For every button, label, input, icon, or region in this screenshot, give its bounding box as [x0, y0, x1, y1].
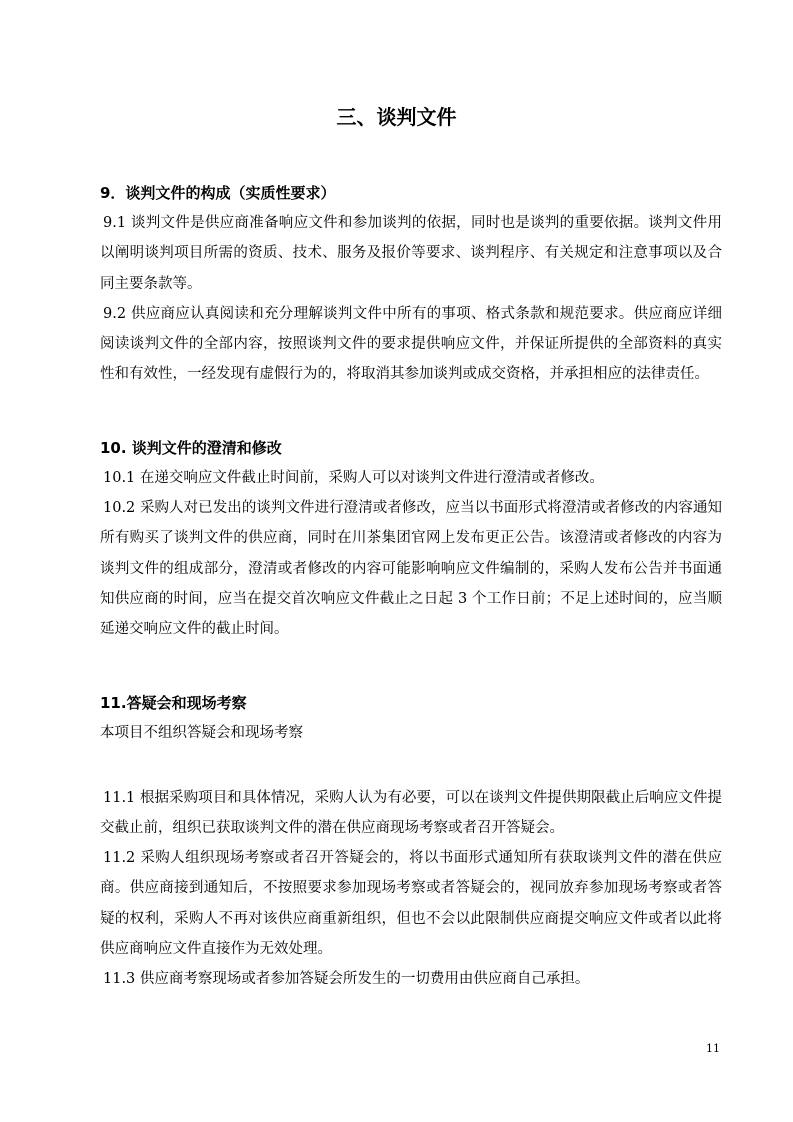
document-body: [100, 178, 722, 995]
section-heading: 10. 谈判文件的澄清和修改: [100, 438, 282, 457]
paragraph-9-1: 9.1 谈判文件是供应商准备响应文件和参加谈判的依据，同时也是谈判的重要依据。谈判文件用以阐明谈判项目所需的资质、技术、服务及报价等要求、谈判程序、有关规定和注意事项以及合同主要条款等。: [100, 215, 722, 292]
paragraph-11-2: 11.2 采购人组织现场考察或者召开答疑会的，将以书面形式通知所有获取谈判文件的潜在供应商。供应商接到通知后，不按照要求参加现场考察或者答疑会的，视同放弃参加现场考察或者答疑的权利，采购人不再对该供应商重新组织，但也不会以此限制供应商提交响应文件或者以此将供应商响应文件直接作为无效处理。: [100, 850, 722, 958]
paragraph-10-1: 10.1 在递交响应文件截止时间前，采购人可以对谈判文件进行澄清或者修改。: [103, 469, 604, 486]
section-spacer: [100, 645, 722, 688]
section-9: [100, 178, 722, 390]
section-spacer: [100, 390, 722, 433]
section-11: [100, 688, 722, 995]
section-spacer: [100, 748, 722, 783]
section-10: [100, 433, 722, 645]
section-note: 本项目不组织答疑会和现场考察: [100, 724, 303, 741]
document-title: 三、谈判文件: [336, 105, 457, 129]
page-number: 11: [706, 1042, 720, 1055]
section-heading: 11.答疑会和现场考察: [100, 693, 247, 712]
paragraph-10-2: 10.2 采购人对已发出的谈判文件进行澄清或者修改，应当以书面形式将澄清或者修改的内容通知所有购买了谈判文件的供应商，同时在川茶集团官网上发布更正公告。该澄清或者修改的内容为谈判文件的组成部分，澄清或者修改的内容可能影响响应文件编制的，采购人发布公告并书面通知供应商的时间，应当在提交首次响应文件截止之日起 3 个工作日前；不足上述时间的，应当顺延递交响应文件的截止时间。: [100, 500, 722, 638]
paragraph-11-3: 11.3 供应商考察现场或者参加答疑会所发生的一切费用由供应商自己承担。: [103, 971, 590, 988]
paragraph-9-2: 9.2 供应商应认真阅读和充分理解谈判文件中所有的事项、格式条款和规范要求。供应商应详细阅读谈判文件的全部内容，按照谈判文件的要求提供响应文件，并保证所提供的全部资料的真实性和有效性，一经发现有虚假行为的，将取消其参加谈判或成交资格，并承担相应的法律责任。: [100, 305, 722, 383]
paragraph-11-1: 11.1 根据采购项目和具体情况，采购人认为有必要，可以在谈判文件提供期限截止后响应文件提交截止前，组织已获取谈判文件的潜在供应商现场考察或者召开答疑会。: [100, 789, 722, 836]
section-heading: 9．谈判文件的构成（实质性要求）: [100, 184, 336, 202]
